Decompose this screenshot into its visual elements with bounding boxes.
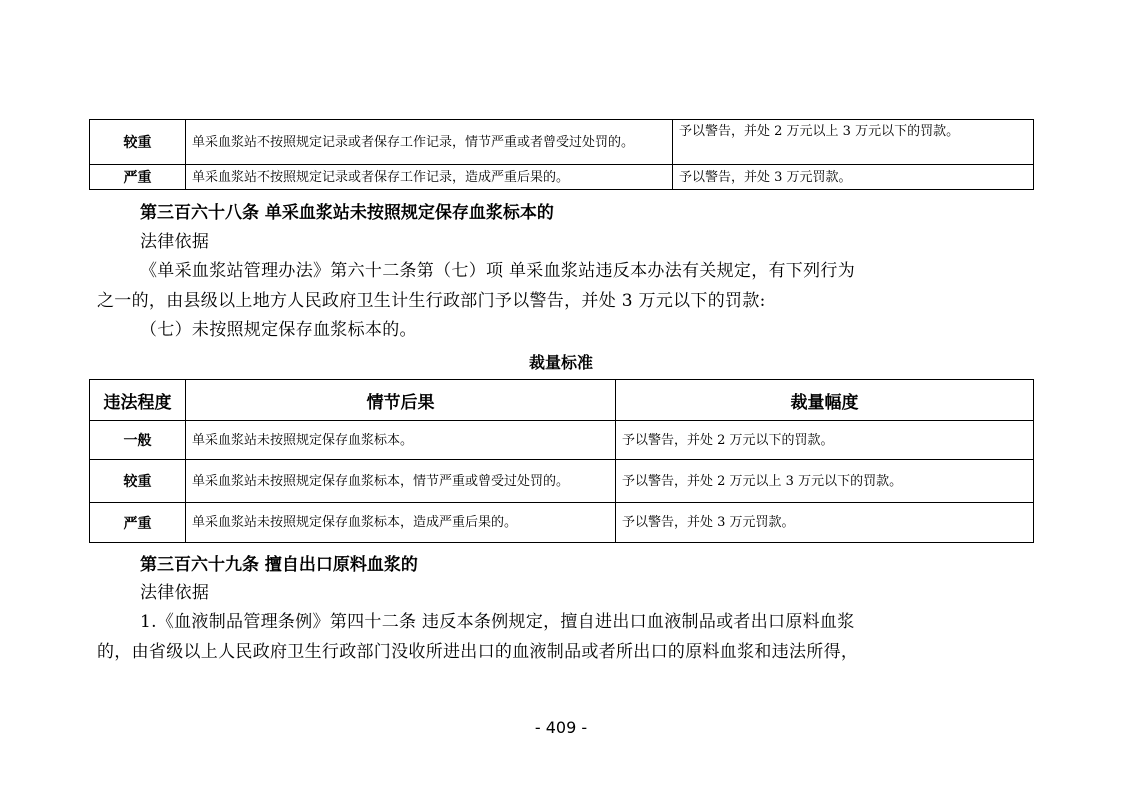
legal-basis-label: 法律依据 bbox=[140, 583, 210, 603]
circumstance-cell: 单采血浆站未按照规定保存血浆标本，造成严重后果的。 bbox=[186, 503, 616, 543]
circumstance-cell: 单采血浆站不按照规定记录或者保存工作记录，造成严重后果的。 bbox=[186, 165, 673, 190]
article-369-title: 第三百六十九条 擅自出口原料血浆的 bbox=[140, 555, 418, 575]
penalty-table-continued bbox=[89, 119, 1034, 190]
penalty-cell: 予以警告，并处 2 万元以上 3 万元以下的罚款。 bbox=[673, 120, 1034, 165]
table-row bbox=[90, 503, 1034, 543]
severity-cell: 严重 bbox=[90, 503, 186, 543]
article-368-item-seven: （七）未按照规定保存血浆标本的。 bbox=[140, 320, 417, 340]
column-header: 情节后果 bbox=[186, 380, 616, 421]
table-header-row bbox=[90, 380, 1034, 421]
penalty-cell: 予以警告，并处 3 万元罚款。 bbox=[673, 165, 1034, 190]
article-368-paragraph-line: 《单采血浆站管理办法》第六十二条第（七）项 单采血浆站违反本办法有关规定，有下列行为 bbox=[140, 261, 856, 281]
page-number: - 409 - bbox=[534, 718, 588, 737]
circumstance-cell: 单采血浆站未按照规定保存血浆标本，情节严重或曾受过处罚的。 bbox=[186, 460, 616, 503]
circumstance-cell: 单采血浆站未按照规定保存血浆标本。 bbox=[186, 421, 616, 460]
severity-cell: 严重 bbox=[90, 165, 186, 190]
table-row bbox=[90, 120, 1034, 165]
article-368-title: 第三百六十八条 单采血浆站未按照规定保存血浆标本的 bbox=[140, 203, 554, 223]
penalty-cell: 予以警告，并处 3 万元罚款。 bbox=[616, 503, 1034, 543]
penalty-cell: 予以警告，并处 2 万元以下的罚款。 bbox=[616, 421, 1034, 460]
table-row bbox=[90, 165, 1034, 190]
circumstance-cell: 单采血浆站不按照规定记录或者保存工作记录，情节严重或者曾受过处罚的。 bbox=[186, 120, 673, 165]
severity-cell: 一般 bbox=[90, 421, 186, 460]
table-row bbox=[90, 460, 1034, 503]
penalty-standard-table bbox=[89, 379, 1034, 543]
standard-table-title: 裁量标准 bbox=[528, 353, 593, 372]
legal-basis-label: 法律依据 bbox=[140, 232, 210, 252]
table-row bbox=[90, 421, 1034, 460]
article-369-paragraph-line: 的，由省级以上人民政府卫生行政部门没收所进出口的血液制品或者所出口的原料血浆和违法所得， bbox=[97, 642, 859, 662]
severity-cell: 较重 bbox=[90, 120, 186, 165]
article-369-paragraph-line: 1.《血液制品管理条例》第四十二条 违反本条例规定，擅自进出口血液制品或者出口原料血浆 bbox=[140, 612, 855, 632]
column-header: 违法程度 bbox=[90, 380, 186, 421]
column-header: 裁量幅度 bbox=[616, 380, 1034, 421]
severity-cell: 较重 bbox=[90, 460, 186, 503]
article-368-paragraph-line: 之一的，由县级以上地方人民政府卫生计生行政部门予以警告，并处 3 万元以下的罚款: bbox=[97, 291, 766, 311]
penalty-cell: 予以警告，并处 2 万元以上 3 万元以下的罚款。 bbox=[616, 460, 1034, 503]
